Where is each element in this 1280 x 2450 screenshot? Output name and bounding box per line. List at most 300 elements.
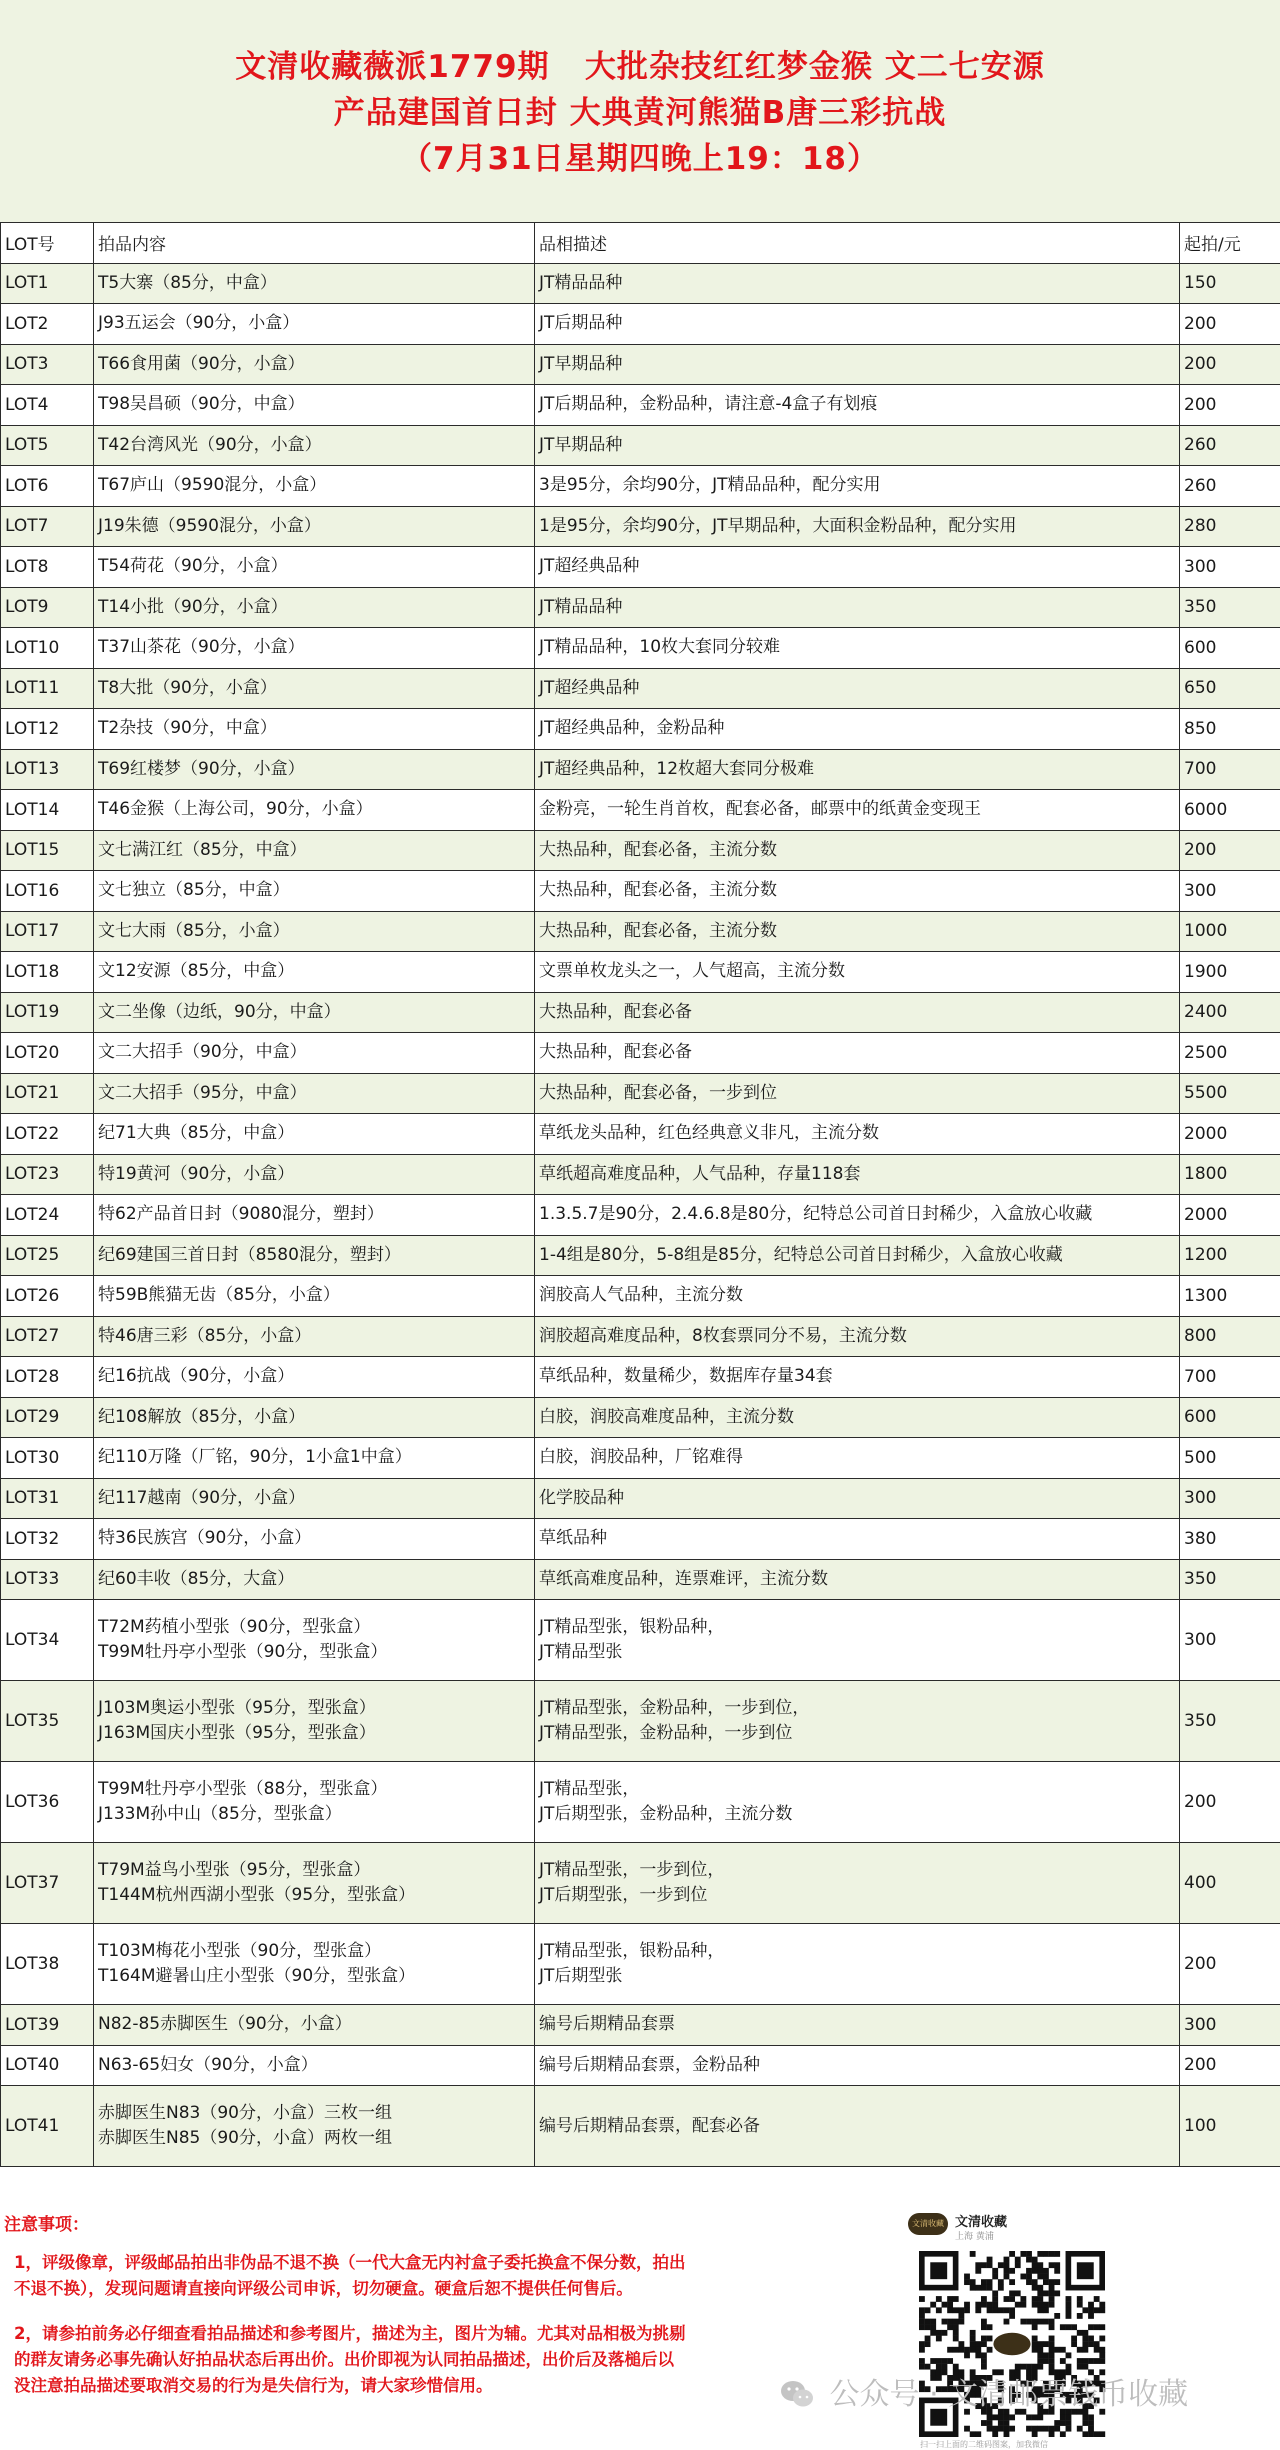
lot-condition-line: 大热品种，配套必备，主流分数 xyxy=(539,919,1175,944)
table-row xyxy=(1,425,1280,466)
lot-number: LOT8 xyxy=(1,547,94,588)
lot-number: LOT15 xyxy=(1,830,94,871)
lot-item-line: 文二大招手（95分，中盒） xyxy=(98,1081,530,1106)
lot-start-price: 200 xyxy=(1180,344,1280,385)
table-row xyxy=(1,1438,1280,1479)
lot-item-line: 纪69建国三首日封（8580混分，塑封） xyxy=(98,1243,530,1268)
lot-item-line: 赤脚医生N83（90分，小盒）三枚一组 xyxy=(98,2101,530,2126)
lot-item xyxy=(94,344,535,385)
lot-number: LOT21 xyxy=(1,1073,94,1114)
table-row xyxy=(1,2086,1280,2167)
lot-item-line: 文二坐像（边纸，90分，中盒） xyxy=(98,1000,530,1025)
table-row xyxy=(1,628,1280,669)
lot-condition-line: JT精品型张 xyxy=(539,1640,1175,1665)
table-header-row xyxy=(1,223,1280,264)
lot-item-line: T42台湾风光（90分，小盒） xyxy=(98,433,530,458)
lot-item-line: J19朱德（9590混分，小盒） xyxy=(98,514,530,539)
table-row xyxy=(1,1559,1280,1600)
lot-number: LOT29 xyxy=(1,1397,94,1438)
notes-section xyxy=(0,2172,1280,2445)
lot-number: LOT32 xyxy=(1,1519,94,1560)
lot-table-body xyxy=(1,223,1280,2167)
lot-condition-line: JT超经典品种 xyxy=(539,554,1175,579)
lot-condition-line: JT精品品种 xyxy=(539,595,1175,620)
lot-condition-line: JT早期品种 xyxy=(539,433,1175,458)
table-row xyxy=(1,709,1280,750)
lot-item xyxy=(94,1843,535,1924)
lot-item-line: T98吴昌硕（90分，中盒） xyxy=(98,392,530,417)
lot-start-price: 600 xyxy=(1180,628,1280,669)
lot-item xyxy=(94,1600,535,1681)
lot-condition xyxy=(535,344,1180,385)
lot-condition-line: JT后期型张 xyxy=(539,1964,1175,1989)
lot-item xyxy=(94,628,535,669)
lot-item-line: T69红楼梦（90分，小盒） xyxy=(98,757,530,782)
lot-condition xyxy=(535,385,1180,426)
lot-start-price: 2500 xyxy=(1180,1033,1280,1074)
lot-number: LOT34 xyxy=(1,1600,94,1681)
lot-condition-line: 白胶，润胶高难度品种，主流分数 xyxy=(539,1405,1175,1430)
lot-item xyxy=(94,1195,535,1236)
lot-condition-line: 大热品种，配套必备 xyxy=(539,1000,1175,1025)
lot-item-line: 纪117越南（90分，小盒） xyxy=(98,1486,530,1511)
table-row xyxy=(1,992,1280,1033)
lot-start-price: 650 xyxy=(1180,668,1280,709)
lot-item xyxy=(94,1154,535,1195)
lot-item xyxy=(94,466,535,507)
lot-condition-line: 1.3.5.7是90分，2.4.6.8是80分，纪特总公司首日封稀少，入盒放心收藏 xyxy=(539,1202,1175,1227)
table-row xyxy=(1,668,1280,709)
lot-item xyxy=(94,2086,535,2167)
lot-condition-line: JT精品型张，银粉品种， xyxy=(539,1939,1175,1964)
lot-number: LOT19 xyxy=(1,992,94,1033)
lot-start-price: 380 xyxy=(1180,1519,1280,1560)
table-row xyxy=(1,1600,1280,1681)
lot-condition-line: 1-4组是80分，5-8组是85分，纪特总公司首日封稀少，入盒放心收藏 xyxy=(539,1243,1175,1268)
header-title-line-2: 产品建国首日封 大典黄河熊猫B唐三彩抗战 xyxy=(334,90,946,136)
table-row xyxy=(1,344,1280,385)
lot-item-line: T79M益鸟小型张（95分，型张盒） xyxy=(98,1858,530,1883)
table-row xyxy=(1,263,1280,304)
lot-item xyxy=(94,1114,535,1155)
lot-number: LOT27 xyxy=(1,1316,94,1357)
lot-condition-line: JT精品型张，一步到位， xyxy=(539,1858,1175,1883)
lot-condition xyxy=(535,587,1180,628)
lot-item-line: T72M药植小型张（90分，型张盒） xyxy=(98,1615,530,1640)
lot-condition-line: 文票单枚龙头之一，人气超高，主流分数 xyxy=(539,959,1175,984)
lot-start-price: 150 xyxy=(1180,263,1280,304)
lot-condition xyxy=(535,1276,1180,1317)
lot-item-line: T103M梅花小型张（90分，型张盒） xyxy=(98,1939,530,1964)
lot-condition xyxy=(535,1316,1180,1357)
table-row xyxy=(1,304,1280,345)
lot-item xyxy=(94,1235,535,1276)
lot-condition xyxy=(535,1559,1180,1600)
lot-number: LOT28 xyxy=(1,1357,94,1398)
watermark-text: 公众号 · 文清邮票钱币收藏 xyxy=(830,2377,1189,2412)
lot-item xyxy=(94,2045,535,2086)
lot-condition-line: JT后期品种，金粉品种，请注意-4盒子有划痕 xyxy=(539,392,1175,417)
lot-start-price: 700 xyxy=(1180,749,1280,790)
lot-item xyxy=(94,1316,535,1357)
lot-condition xyxy=(535,749,1180,790)
note-1-line-1: 1，评级像章，评级邮品拍出非伪品不退不换（一代大盒无内衬盒子委托换盒不保分数，拍出 xyxy=(14,2250,784,2276)
lot-start-price: 6000 xyxy=(1180,790,1280,831)
lot-number: LOT41 xyxy=(1,2086,94,2167)
account-name: 文清收藏 xyxy=(955,2211,1007,2230)
lot-start-price: 800 xyxy=(1180,1316,1280,1357)
notes-title: 注意事项： xyxy=(4,2210,89,2235)
lot-condition-line: 编号后期精品套票，配套必备 xyxy=(539,2114,1175,2139)
lot-table xyxy=(0,222,1280,2167)
lot-condition-line: 草纸龙头品种，红色经典意义非凡，主流分数 xyxy=(539,1121,1175,1146)
lot-condition-line: JT精品型张，金粉品种，一步到位 xyxy=(539,1721,1175,1746)
lot-condition-line: JT超经典品种，12枚超大套同分极难 xyxy=(539,757,1175,782)
lot-condition-line: JT精品型张，金粉品种，一步到位， xyxy=(539,1696,1175,1721)
lot-item-line: 特62产品首日封（9080混分，塑封） xyxy=(98,1202,530,1227)
lot-item xyxy=(94,1438,535,1479)
note-2-line-2: 的群友请务必事先确认好拍品状态后再出价。出价即视为认同拍品描述，出价后及落槌后以 xyxy=(14,2347,784,2373)
table-row xyxy=(1,1033,1280,1074)
lot-start-price: 2000 xyxy=(1180,1114,1280,1155)
lot-item xyxy=(94,1478,535,1519)
lot-item-line: 纪71大典（85分，中盒） xyxy=(98,1121,530,1146)
lot-condition-line: JT超经典品种，金粉品种 xyxy=(539,716,1175,741)
column-header-lot: LOT号 xyxy=(1,223,94,264)
table-row xyxy=(1,506,1280,547)
lot-item xyxy=(94,911,535,952)
lot-item xyxy=(94,1073,535,1114)
column-header-start-price: 起拍/元 xyxy=(1180,223,1280,264)
table-row xyxy=(1,547,1280,588)
lot-number: LOT10 xyxy=(1,628,94,669)
lot-condition xyxy=(535,1235,1180,1276)
lot-item xyxy=(94,1762,535,1843)
lot-condition-line: 化学胶品种 xyxy=(539,1486,1175,1511)
lot-number: LOT25 xyxy=(1,1235,94,1276)
lot-start-price: 200 xyxy=(1180,385,1280,426)
lot-item-line: N63-65妇女（90分，小盒） xyxy=(98,2053,530,2078)
lot-condition xyxy=(535,425,1180,466)
qr-caption: 扫一扫上面的二维码图案，加我微信 xyxy=(920,2439,1048,2450)
lot-start-price: 260 xyxy=(1180,466,1280,507)
lot-condition-line: 金粉亮，一轮生肖首枚，配套必备，邮票中的纸黄金变现王 xyxy=(539,797,1175,822)
lot-number: LOT9 xyxy=(1,587,94,628)
lot-condition-line: JT精品型张，银粉品种， xyxy=(539,1615,1175,1640)
lot-item-line: 特59B熊猫无齿（85分，小盒） xyxy=(98,1283,530,1308)
table-row xyxy=(1,1843,1280,1924)
lot-number: LOT3 xyxy=(1,344,94,385)
lot-condition-line: 3是95分，余均90分，JT精品品种，配分实用 xyxy=(539,473,1175,498)
lot-item-line: 特46唐三彩（85分，小盒） xyxy=(98,1324,530,1349)
lot-start-price: 200 xyxy=(1180,2045,1280,2086)
lot-condition-line: JT精品品种，10枚大套同分较难 xyxy=(539,635,1175,660)
header-title-line-1: 文清收藏薇派1779期 大批杂技红红梦金猴 文二七安源 xyxy=(235,44,1044,90)
lot-number: LOT30 xyxy=(1,1438,94,1479)
lot-item xyxy=(94,871,535,912)
lot-start-price: 300 xyxy=(1180,2005,1280,2046)
brand-logo: 文清收藏 xyxy=(908,2213,948,2235)
lot-condition xyxy=(535,1924,1180,2005)
lot-number: LOT39 xyxy=(1,2005,94,2046)
lot-number: LOT14 xyxy=(1,790,94,831)
note-2-line-1: 2，请参拍前务必仔细查看拍品描述和参考图片，描述为主，图片为辅。尤其对品相极为挑剔 xyxy=(14,2321,784,2347)
lot-item xyxy=(94,992,535,1033)
table-row xyxy=(1,1073,1280,1114)
lot-item xyxy=(94,547,535,588)
lot-condition xyxy=(535,506,1180,547)
table-row xyxy=(1,1681,1280,1762)
lot-condition-line: JT超经典品种 xyxy=(539,676,1175,701)
lot-start-price: 500 xyxy=(1180,1438,1280,1479)
lot-item-line: T99M牡丹亭小型张（90分，型张盒） xyxy=(98,1640,530,1665)
lot-condition-line: 草纸品种 xyxy=(539,1526,1175,1551)
table-row xyxy=(1,1316,1280,1357)
lot-item-line: 纪108解放（85分，小盒） xyxy=(98,1405,530,1430)
lot-condition xyxy=(535,790,1180,831)
lot-item-line: T66食用菌（90分，小盒） xyxy=(98,352,530,377)
lot-item-line: T5大寨（85分，中盒） xyxy=(98,271,530,296)
lot-condition xyxy=(535,1114,1180,1155)
lot-number: LOT13 xyxy=(1,749,94,790)
table-row xyxy=(1,1478,1280,1519)
lot-item-line: J133M孙中山（85分，型张盒） xyxy=(98,1802,530,1827)
lot-condition-line: JT后期型张，一步到位 xyxy=(539,1883,1175,1908)
table-row xyxy=(1,385,1280,426)
lot-condition xyxy=(535,992,1180,1033)
lot-condition-line: 大热品种，配套必备 xyxy=(539,1040,1175,1065)
lot-item xyxy=(94,1357,535,1398)
lot-number: LOT40 xyxy=(1,2045,94,2086)
lot-number: LOT24 xyxy=(1,1195,94,1236)
table-row xyxy=(1,952,1280,993)
lot-condition xyxy=(535,1195,1180,1236)
lot-start-price: 280 xyxy=(1180,506,1280,547)
lot-start-price: 1200 xyxy=(1180,1235,1280,1276)
lot-number: LOT17 xyxy=(1,911,94,952)
lot-condition-line: JT精品型张， xyxy=(539,1777,1175,1802)
lot-item xyxy=(94,304,535,345)
lot-start-price: 350 xyxy=(1180,1559,1280,1600)
table-row xyxy=(1,466,1280,507)
lot-item-line: T37山茶花（90分，小盒） xyxy=(98,635,530,660)
lot-condition-line: JT后期型张，金粉品种，主流分数 xyxy=(539,1802,1175,1827)
lot-condition xyxy=(535,830,1180,871)
lot-number: LOT5 xyxy=(1,425,94,466)
lot-number: LOT16 xyxy=(1,871,94,912)
lot-number: LOT31 xyxy=(1,1478,94,1519)
lot-item-line: T67庐山（9590混分，小盒） xyxy=(98,473,530,498)
lot-item xyxy=(94,668,535,709)
lot-start-price: 1900 xyxy=(1180,952,1280,993)
lot-condition xyxy=(535,911,1180,952)
lot-condition xyxy=(535,952,1180,993)
lot-item-line: T2杂技（90分，中盒） xyxy=(98,716,530,741)
lot-item-line: 文12安源（85分，中盒） xyxy=(98,959,530,984)
lot-start-price: 350 xyxy=(1180,587,1280,628)
lot-start-price: 700 xyxy=(1180,1357,1280,1398)
lot-condition xyxy=(535,628,1180,669)
lot-item-line: 纪60丰收（85分，大盒） xyxy=(98,1567,530,1592)
lot-condition-line: 1是95分，余均90分，JT早期品种，大面积金粉品种，配分实用 xyxy=(539,514,1175,539)
lot-condition xyxy=(535,668,1180,709)
lot-item-line: T144M杭州西湖小型张（95分，型张盒） xyxy=(98,1883,530,1908)
lot-start-price: 200 xyxy=(1180,830,1280,871)
wechat-watermark xyxy=(780,2369,1188,2413)
lot-item-line: J163M国庆小型张（95分，型张盒） xyxy=(98,1721,530,1746)
lot-start-price: 200 xyxy=(1180,304,1280,345)
lot-start-price: 300 xyxy=(1180,1600,1280,1681)
account-location: 上海 黄浦 xyxy=(955,2229,994,2242)
lot-number: LOT12 xyxy=(1,709,94,750)
lot-item-line: J103M奥运小型张（95分，型张盒） xyxy=(98,1696,530,1721)
lot-condition xyxy=(535,871,1180,912)
lot-item-line: T54荷花（90分，小盒） xyxy=(98,554,530,579)
lot-condition xyxy=(535,2005,1180,2046)
lot-condition xyxy=(535,1154,1180,1195)
lot-item-line: T46金猴（上海公司，90分，小盒） xyxy=(98,797,530,822)
lot-condition xyxy=(535,1397,1180,1438)
lot-item xyxy=(94,1924,535,2005)
lot-start-price: 200 xyxy=(1180,1762,1280,1843)
table-row xyxy=(1,911,1280,952)
lot-number: LOT33 xyxy=(1,1559,94,1600)
lot-condition xyxy=(535,263,1180,304)
table-row xyxy=(1,1114,1280,1155)
table-row xyxy=(1,1762,1280,1843)
table-row xyxy=(1,749,1280,790)
lot-item-line: 赤脚医生N85（90分，小盒）两枚一组 xyxy=(98,2126,530,2151)
lot-condition xyxy=(535,1519,1180,1560)
lot-item xyxy=(94,749,535,790)
header-date-line: （7月31日星期四晚上19：18） xyxy=(401,136,879,182)
lot-item xyxy=(94,1519,535,1560)
lot-condition-line: 编号后期精品套票，金粉品种 xyxy=(539,2053,1175,2078)
table-row xyxy=(1,1924,1280,2005)
lot-start-price: 400 xyxy=(1180,1843,1280,1924)
column-header-condition: 品相描述 xyxy=(535,223,1180,264)
lot-condition-line: 草纸高难度品种，连票难评，主流分数 xyxy=(539,1567,1175,1592)
lot-item-line: T14小批（90分，小盒） xyxy=(98,595,530,620)
lot-item-line: 文七大雨（85分，小盒） xyxy=(98,919,530,944)
lot-number: LOT37 xyxy=(1,1843,94,1924)
lot-condition xyxy=(535,1438,1180,1479)
lot-start-price: 300 xyxy=(1180,871,1280,912)
table-row xyxy=(1,871,1280,912)
lot-condition-line: JT精品品种 xyxy=(539,271,1175,296)
lot-condition-line: 草纸品种，数量稀少，数据库存量34套 xyxy=(539,1364,1175,1389)
lot-number: LOT26 xyxy=(1,1276,94,1317)
lot-number: LOT4 xyxy=(1,385,94,426)
lot-condition-line: 润胶高人气品种，主流分数 xyxy=(539,1283,1175,1308)
lot-start-price: 600 xyxy=(1180,1397,1280,1438)
lot-number: LOT11 xyxy=(1,668,94,709)
lot-number: LOT1 xyxy=(1,263,94,304)
lot-item xyxy=(94,587,535,628)
table-row xyxy=(1,1154,1280,1195)
lot-start-price: 5500 xyxy=(1180,1073,1280,1114)
lot-item xyxy=(94,506,535,547)
table-row xyxy=(1,1276,1280,1317)
table-row xyxy=(1,830,1280,871)
lot-start-price: 1000 xyxy=(1180,911,1280,952)
lot-start-price: 350 xyxy=(1180,1681,1280,1762)
table-row xyxy=(1,2045,1280,2086)
lot-item-line: 特36民族宫（90分，小盒） xyxy=(98,1526,530,1551)
lot-item xyxy=(94,1033,535,1074)
table-row xyxy=(1,1195,1280,1236)
lot-condition-line: 草纸超高难度品种，人气品种，存量118套 xyxy=(539,1162,1175,1187)
lot-condition xyxy=(535,304,1180,345)
table-row xyxy=(1,1357,1280,1398)
lot-condition xyxy=(535,1681,1180,1762)
auction-header xyxy=(0,0,1280,222)
lot-condition xyxy=(535,1073,1180,1114)
lot-item xyxy=(94,425,535,466)
lot-number: LOT22 xyxy=(1,1114,94,1155)
lot-condition-line: 编号后期精品套票 xyxy=(539,2012,1175,2037)
table-row xyxy=(1,790,1280,831)
lot-number: LOT38 xyxy=(1,1924,94,2005)
lot-item xyxy=(94,790,535,831)
lot-number: LOT36 xyxy=(1,1762,94,1843)
lot-item-line: N82-85赤脚医生（90分，小盒） xyxy=(98,2012,530,2037)
lot-condition-line: 大热品种，配套必备，主流分数 xyxy=(539,838,1175,863)
lot-condition-line: 白胶，润胶品种，厂铭难得 xyxy=(539,1445,1175,1470)
lot-item xyxy=(94,1397,535,1438)
lot-start-price: 850 xyxy=(1180,709,1280,750)
lot-item xyxy=(94,1559,535,1600)
lot-item xyxy=(94,263,535,304)
lot-condition-line: 润胶超高难度品种，8枚套票同分不易，主流分数 xyxy=(539,1324,1175,1349)
lot-condition xyxy=(535,1357,1180,1398)
lot-number: LOT23 xyxy=(1,1154,94,1195)
lot-item-line: 纪110万隆（厂铭，90分，1小盒1中盒） xyxy=(98,1445,530,1470)
lot-condition-line: JT早期品种 xyxy=(539,352,1175,377)
table-row xyxy=(1,2005,1280,2046)
wechat-icon xyxy=(780,2379,814,2409)
lot-condition xyxy=(535,709,1180,750)
column-header-item: 拍品内容 xyxy=(94,223,535,264)
lot-condition xyxy=(535,466,1180,507)
lot-start-price: 300 xyxy=(1180,547,1280,588)
lot-start-price: 1300 xyxy=(1180,1276,1280,1317)
lot-item xyxy=(94,830,535,871)
lot-item xyxy=(94,952,535,993)
lot-item-line: T8大批（90分，小盒） xyxy=(98,676,530,701)
note-2-line-3: 没注意拍品描述要取消交易的行为是失信行为，请大家珍惜信用。 xyxy=(14,2373,784,2399)
lot-item xyxy=(94,385,535,426)
lot-number: LOT18 xyxy=(1,952,94,993)
lot-item-line: 纪16抗战（90分，小盒） xyxy=(98,1364,530,1389)
lot-start-price: 200 xyxy=(1180,1924,1280,2005)
lot-start-price: 300 xyxy=(1180,1478,1280,1519)
lot-number: LOT6 xyxy=(1,466,94,507)
lot-item xyxy=(94,709,535,750)
lot-condition xyxy=(535,547,1180,588)
lot-number: LOT20 xyxy=(1,1033,94,1074)
lot-condition-line: 大热品种，配套必备，主流分数 xyxy=(539,878,1175,903)
lot-number: LOT7 xyxy=(1,506,94,547)
lot-condition xyxy=(535,1478,1180,1519)
lot-number: LOT2 xyxy=(1,304,94,345)
lot-item xyxy=(94,2005,535,2046)
lot-start-price: 1800 xyxy=(1180,1154,1280,1195)
table-row xyxy=(1,1235,1280,1276)
table-row xyxy=(1,587,1280,628)
lot-condition xyxy=(535,2086,1180,2167)
table-row xyxy=(1,1397,1280,1438)
